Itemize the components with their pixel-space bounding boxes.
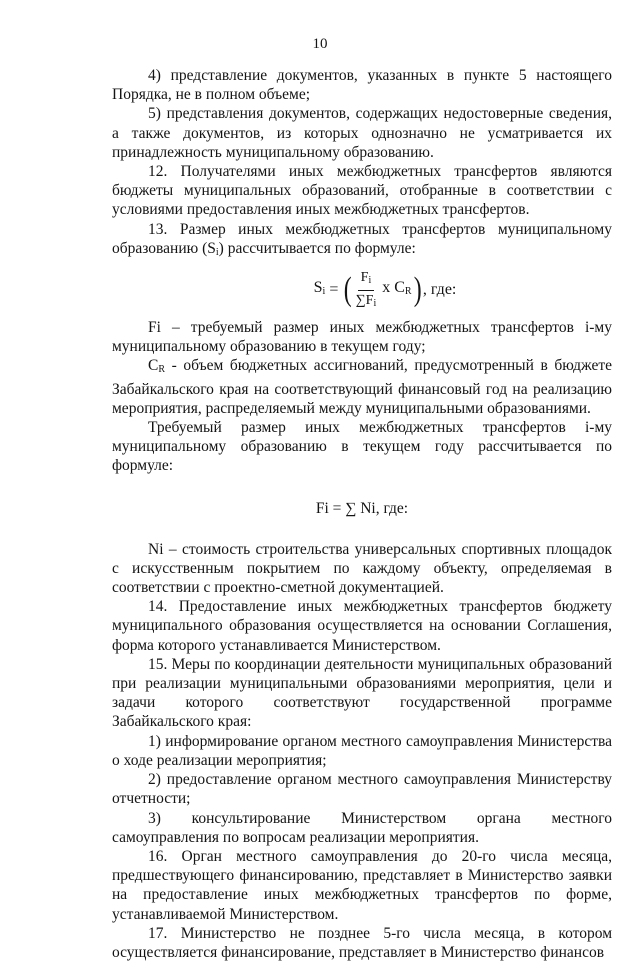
definition-ni: Ni – стоимость строительства универсальных спортивных площадок с искусственным покрытием по каждому объекту, определяемая в соответствии с проектно-сметной документацией. xyxy=(112,540,612,597)
formula-si-lhs-symbol: S xyxy=(313,279,323,297)
paragraph-15-item-1: 1) информирование органом местного самоуправления Министерства о ходе реализации мероприятия; xyxy=(112,732,612,769)
page-number: 10 xyxy=(312,36,328,52)
formula-si-denominator xyxy=(356,291,377,312)
formula-si-lhs-sub: i xyxy=(322,286,326,298)
formula-si-fraction xyxy=(356,269,377,312)
paragraph-item-4: 4) представление документов, указанных в пункте 5 настоящего Порядка, не в полном объеме; xyxy=(112,67,612,104)
formula-si-numerator-sub: i xyxy=(368,274,372,286)
formula-si-open-paren: ( xyxy=(344,271,352,309)
paragraph-16: 16. Орган местного самоуправления до 20-го числа месяца, предшествующего финансированию, представляет в Министерство заявки на предоставление иных межбюджетных трансфертов по форме, устанавливаемой Министерством. xyxy=(112,847,612,923)
formula-si-denominator-symbol: ∑F xyxy=(355,292,374,308)
definition-cr-symbol: C xyxy=(148,357,159,375)
document-body xyxy=(112,66,612,962)
paragraph-13-text-b: ) рассчитывается по формуле: xyxy=(218,239,416,257)
formula-si-lhs xyxy=(314,278,326,301)
formula-si-times-sub: R xyxy=(404,286,412,298)
paragraph-15-item-3: 3) консультирование Министерством органа местного самоуправления по вопросам реализации мероприятия. xyxy=(112,809,612,846)
formula-si xyxy=(158,262,612,318)
paragraph-13-sub: i xyxy=(215,246,219,258)
formula-si-times xyxy=(378,278,411,301)
formula-si-numerator-symbol: F xyxy=(360,269,369,285)
formula-fi: Fi = ∑ Ni, где: xyxy=(315,500,409,518)
paragraph-13-text-a: 13. Размер иных межбюджетных трансфертов муниципальному образованию (S xyxy=(112,220,612,257)
paragraph-15: 15. Меры по координации деятельности муниципальных образований при реализации муниципальными образованиями мероприятия, цели и задачи которого соответствуют государственной программе Забайкальского края: xyxy=(112,655,612,731)
formula-si-equals: = xyxy=(325,281,343,299)
definition-cr-text: - объем бюджетных ассигнований, предусмотренный в бюджете Забайкальского края на соответствующий финансовый год на реализацию мероприятия, распределяемый между муниципальными образованиями. xyxy=(112,357,612,417)
paragraph-12: 12. Получателями иных межбюджетных трансфертов являются бюджеты муниципальных образований, отобранные в соответствии с условиями предоставления иных межбюджетных трансфертов. xyxy=(112,163,612,219)
paragraph-15-item-2: 2) предоставление органом местного самоуправления Министерству отчетности; xyxy=(112,771,612,808)
formula-si-suffix: , где: xyxy=(422,281,457,299)
paragraph-17: 17. Министерство не позднее 5-го числа месяца, в котором осуществляется финансирование, представляет в Министерство финансов xyxy=(112,924,612,961)
formula-si-close-paren: ) xyxy=(413,271,422,309)
paragraph-item-5: 5) представления документов, содержащих недостоверные сведения, а также документов, из которых однозначно не усматривается их принадлежность муниципальному образованию. xyxy=(112,105,612,161)
definition-cr-sub: R xyxy=(158,364,166,376)
paragraph-fi-intro: Требуемый размер иных межбюджетных трансфертов i-му муниципальному образованию в текущем году рассчитывается по формуле: xyxy=(112,419,612,475)
formula-si-times-symbol: x C xyxy=(378,279,405,297)
paragraph-14: 14. Предоставление иных межбюджетных трансфертов бюджету муниципального образования осуществляется на основании Соглашения, форма которого устанавливается Министерством. xyxy=(112,598,612,654)
paragraph-13 xyxy=(112,220,612,262)
definition-fi: Fi – требуемый размер иных межбюджетных трансфертов i-му муниципальному образованию в текущем году; xyxy=(112,319,612,356)
formula-si-denominator-sub: i xyxy=(373,297,377,309)
definition-cr xyxy=(112,356,612,418)
formula-si-numerator xyxy=(358,269,375,291)
